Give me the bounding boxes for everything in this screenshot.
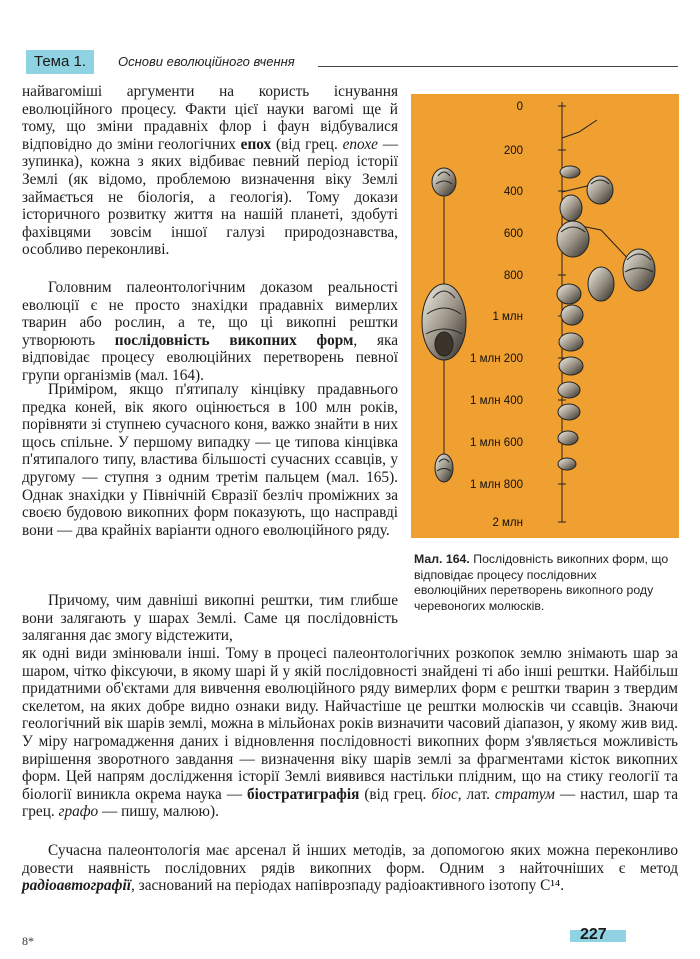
axis-shell-4 [557, 221, 589, 257]
axis-shell-14 [558, 458, 576, 470]
scale-label-200: 200 [503, 145, 523, 157]
scale-label-800: 800 [503, 270, 523, 282]
paragraph-4: Причому, чим давніші викопні рештки, тим глибше вони залягають у шарах Землі. Саме ця послідовність залягання дає змогу відстежити, [22, 592, 398, 645]
left-shell-small-bottom [435, 454, 453, 482]
footer-note: 8* [22, 934, 34, 948]
caption-text: Послідовність викопних форм, що відповідає процесу послідовних еволюційних перетворень викопного роду черевоногих молюсків. [414, 552, 669, 613]
scale-label-1mln400: 1 млн 400 [470, 395, 523, 407]
paragraph-1: найвагоміші аргументи на користь існування еволюційного процесу. Факти цієї науки вагомі ще й тому, що зміни прадавніх флор і фаун відбувалися відповідно до зміни геологічних епох (від грец. епохе — зупинка), кожна з яких відбиває певний період історії Землі (як відомо, проблемою визначення віку Землі займається не біологія, а геологія). Тому докази історичного розвитку життя на нашій планеті, здобуті фахівцями зовсім іншої галузі природознавства, особливо переконливі. [22, 83, 399, 259]
topic-tag: Тема 1. [26, 50, 94, 74]
axis-shell-1 [560, 166, 580, 178]
axis-shell-12 [558, 404, 580, 420]
scale-label-2mln: 2 млн [492, 517, 523, 529]
axis-shell-6 [588, 267, 614, 301]
axis-shell-3 [560, 195, 582, 221]
axis-shell-13 [558, 431, 578, 445]
paragraph-5: як одні види змінювали інші. Тому в процесі палеонтологічних розкопок землю знімають шар за шаром, чітко фіксуючи, в якому шарі й у якій послідовності знайдені ті або інші рештки. Найбільш придатними об'єктами для вивчення еволюційного ряду вимерлих форм є рештки тварин з твердим скелетом, на яких добре видно ознаки виду. Найчастіше це рештки молюсків чи ссавців. Знаючи геологічний вік шарів землі, можна в мільйонах років визначити часовий діапазон, у якому жив вид. У міру нагромадження даних і відновлення послідовності викопних форм з'являється можливість вирішення зворотного завдання — визначення віку шарів землі за фрагментами кісток викопних форм. Цей напрям дослідження історії Землі виявився настільки плідним, що на стику геології та біології виникла окрема наука — біостратиграфія (від грец. біос, лат. стратум — настил, шар та грец. графо — пишу, малюю). [22, 645, 679, 821]
page-header [26, 50, 678, 76]
header-rule [318, 66, 678, 67]
left-shell-small-top [432, 168, 456, 196]
axis-shell-7 [557, 284, 581, 304]
figure-caption [414, 552, 672, 614]
left-shell-large [422, 284, 466, 360]
scale-label-0: 0 [516, 101, 523, 113]
snail-sequence-illustration [411, 94, 679, 538]
scale-label-1mln: 1 млн [492, 311, 523, 323]
paragraph-6: Сучасна палеонтологія має арсенал й інших методів, за допомогою яких можна переконливо довести наявність послідовних рядів викопних форм. Одним з найточніших є метод радіоавтографії, заснований на періодах напіврозпаду радіоактивного ізотопу C¹⁴. [22, 842, 678, 895]
axis-shell-5 [623, 249, 655, 291]
paragraph-3: Приміром, якщо п'ятипалу кінцівку прадавнього предка коней, вік якого оцінюється в 100 млн років, порівняти зі ступнею сучасного коня, важко знайти в них щось спільне. У першому випадку — це типова кінцівка п'ятипалого типу, властива більшості сучасних ссавців, у другому — ступня з одним третім пальцем (мал. 165). Однак знахідки у Північній Євразії безліч проміжних за своєю будовою викопних форм показують, що насправді вони — два крайніх варіанти одного еволюційного ряду. [22, 381, 398, 539]
scale-label-1mln800: 1 млн 800 [470, 479, 523, 491]
branch-line-top [562, 120, 597, 138]
caption-label: Мал. 164. [414, 552, 470, 566]
axis-shell-11 [558, 382, 580, 398]
scale-label-1mln600: 1 млн 600 [470, 437, 523, 449]
axis-shell-8 [561, 305, 583, 325]
scale-label-1mln200: 1 млн 200 [470, 353, 523, 365]
axis-shell-10 [559, 357, 583, 375]
topic-title: Основи еволюційного вчення [118, 54, 295, 69]
paragraph-2: Головним палеонтологічним доказом реальності еволюції є не просто знахідки прадавніх вимерлих тварин або рослин, а те, що ці викопні рештки утворюють послідовність викопних форм, яка відповідає процесу еволюційних перетворень певної групи організмів (мал. 164). [22, 279, 398, 384]
page-number: 227 [580, 926, 607, 943]
axis-shell-9 [559, 333, 583, 351]
scale-label-600: 600 [503, 228, 523, 240]
figure-164 [411, 94, 679, 538]
axis-shell-2 [587, 176, 613, 204]
scale-label-400: 400 [503, 186, 523, 198]
